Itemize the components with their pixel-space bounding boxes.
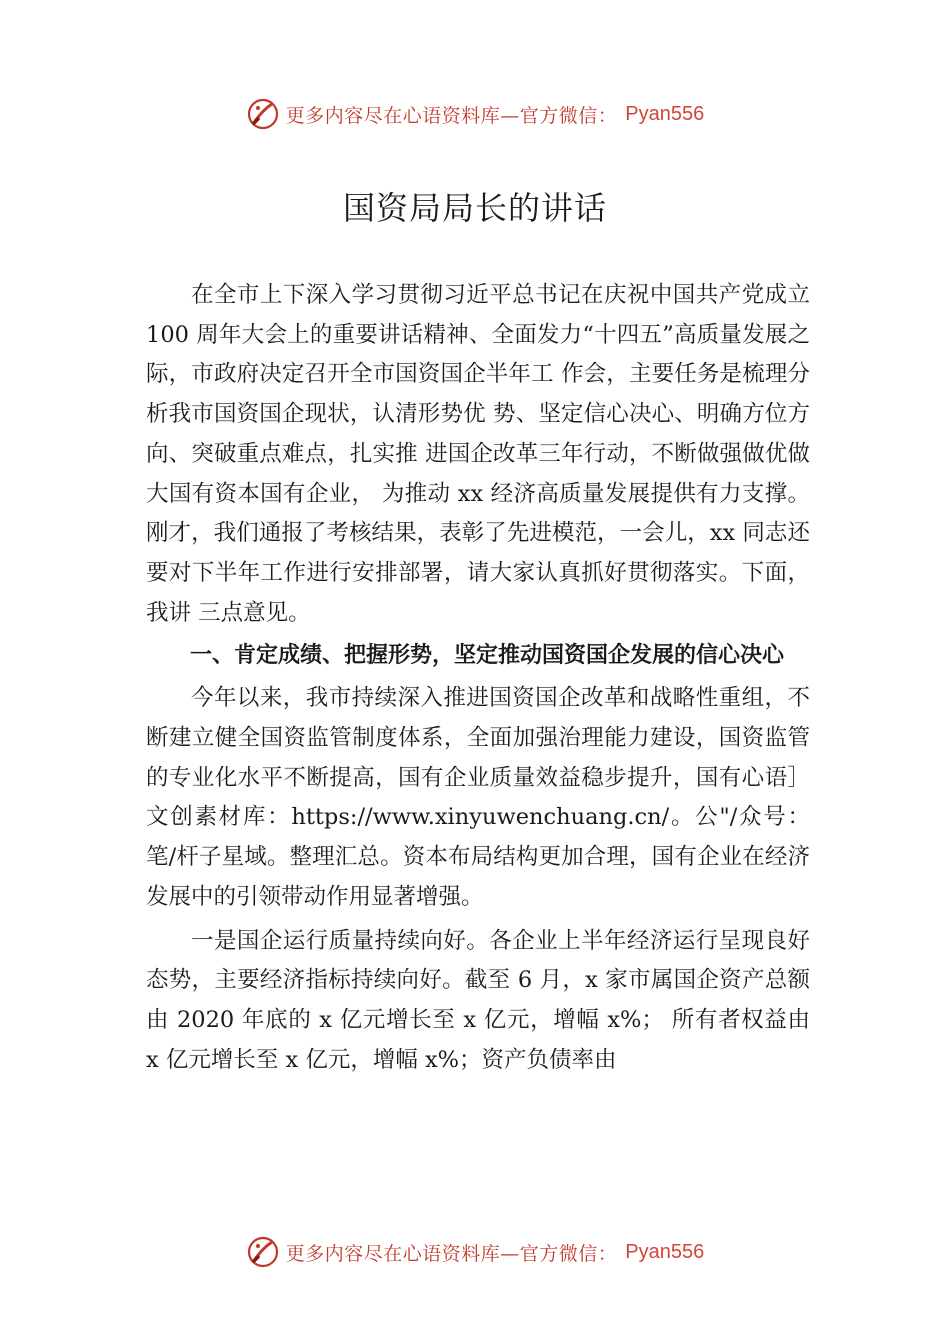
document-body xyxy=(146,276,810,1080)
brush-logo-icon xyxy=(246,1235,280,1269)
section-heading-1: 一、肯定成绩、把握形势，坚定推动国资国企发展的信心决心 xyxy=(190,643,785,669)
intro-paragraph: 在全市上下深入学习贯彻习近平总书记在庆祝中国共产党成立 100 周年大会上的重要讲话精神、全面发力“十四五”高质量发展之际，市政府决定召开全市国资国企半年工 作会，主要任务是梳理分析我市国资国企现状，认清形势优 势、坚定信心决心、明确方位方向、突破重点难点，扎实推 进国企改革三年行动，不断做强做优做大国有资本国有企业， 为推动 xx 经济高质量发展提供有力支撑。刚才，我们通报了考核结果，表彰了先进模范，一会儿，xx 同志还要对下半年工作进行安排部署，请大家认真抓好贯彻落实。下面，我讲 三点意见。 xyxy=(146,282,810,626)
body-paragraph-3: 一是国企运行质量持续向好。各企业上半年经济运行呈现良好态势，主要经济指标持续向好。截至 6 月，x 家市属国企资产总额由 2020 年底的 x 亿元增长至 x 亿元，增幅 x%； 所有者权益由 x 亿元增长至 x 亿元，增幅 x%；资产负债率由 xyxy=(146,927,810,1073)
document-title: 国资局局长的讲话 xyxy=(342,189,607,227)
banner-wechat-id: Pyan556 xyxy=(625,102,705,125)
footer-banner xyxy=(0,1232,950,1272)
banner-text: 更多内容尽在心语资料库—官方微信： xyxy=(285,1242,618,1265)
banner-text: 更多内容尽在心语资料库—官方微信： xyxy=(285,104,618,127)
brush-logo-icon xyxy=(246,97,280,131)
body-paragraph-2: 今年以来，我市持续深入推进国资国企改革和战略性重组，不断建立健全国资监管制度体系，全面加强治理能力建设，国资监管的专业化水平不断提高，国有企业质量效益稳步提升，国有心语］文创素材库：https://www.xinyuwenchuang.cn/。公"/众号：笔/杆子星域。整理汇总。资本布局结构更加合理，国有企业在经济发展中的引领带动作用显著增强。 xyxy=(146,685,810,910)
banner-wechat-id: Pyan556 xyxy=(625,1240,705,1263)
header-banner xyxy=(0,94,950,134)
